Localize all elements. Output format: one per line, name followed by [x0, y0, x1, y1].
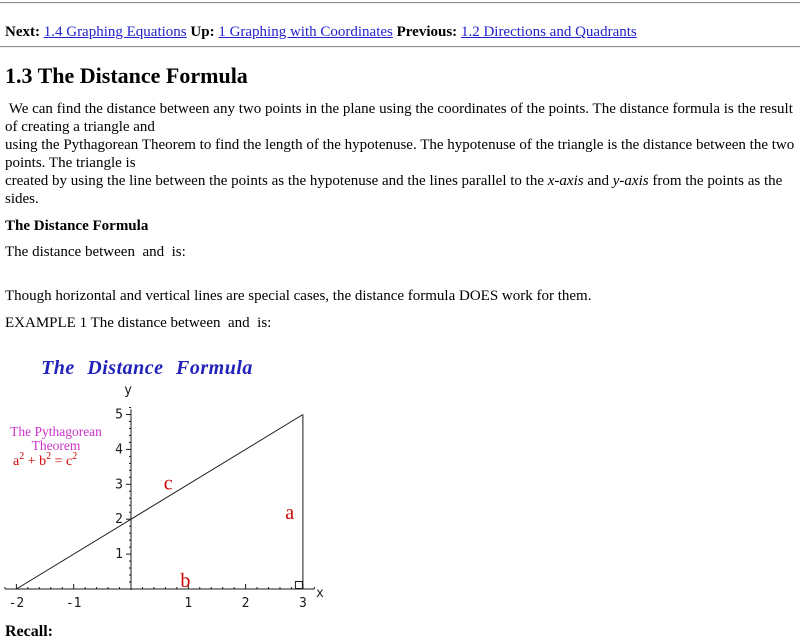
breadcrumb-nav — [0, 23, 800, 42]
svg-text:a2 + b2 = c2: $a^2 + b^2 = c^2$ — [13, 451, 78, 469]
distance-formula-subheading: The Distance Formula — [5, 218, 149, 234]
page-title: 1.3 The Distance Formula — [5, 63, 248, 88]
special-cases-line: Though horizontal and vertical lines are special cases, the distance formula DOES work for them. — [5, 288, 592, 304]
svg-text:3: 3 — [115, 477, 123, 493]
svg-text:5: 5 — [115, 407, 123, 423]
main-content — [0, 63, 800, 641]
nav-divider — [0, 46, 800, 48]
svg-text:3: 3 — [298, 596, 307, 611]
svg-text:b: b — [180, 569, 191, 592]
intro-paragraph — [5, 100, 798, 208]
next-link[interactable]: 1.4 Graphing Equations — [43, 24, 187, 40]
svg-text:2: 2 — [115, 512, 123, 528]
distance-between-line: The distance between and is: — [5, 244, 186, 260]
intro-line-2: using the Pythagorean Theorem to find the length of the hypotenuse. The hypotenuse of the triangle is the distance between the two points. The triangle is — [5, 137, 798, 171]
next-label: Next: — [5, 24, 40, 40]
svg-text:a: a — [285, 502, 295, 525]
intro-line-3-pre: created by using the line between the points as the hypotenuse and the lines parallel to the — [5, 173, 548, 189]
svg-text:Theorem: Theorem — [31, 438, 81, 453]
y-axis-term: y-axis — [612, 173, 649, 189]
svg-text:-2: -2 — [8, 596, 25, 611]
page — [0, 2, 800, 640]
recall-label: Recall: — [5, 623, 53, 640]
y-axis-label: y — [124, 383, 132, 398]
plot-title: The Distance Formula — [41, 357, 253, 379]
example-1-line: EXAMPLE 1 The distance between and is: — [5, 315, 272, 331]
svg-text:-1: -1 — [65, 596, 82, 611]
up-link[interactable]: 1 Graphing with Coordinates — [218, 24, 393, 40]
svg-text:2: 2 — [241, 596, 250, 611]
svg-text:c: c — [163, 472, 173, 495]
previous-link[interactable]: 1.2 Directions and Quadrants — [460, 24, 637, 40]
svg-text:The Pythagorean: The Pythagorean — [10, 424, 102, 439]
x-axis-label: x — [316, 586, 324, 601]
svg-text:1: 1 — [184, 596, 193, 611]
intro-line-3 — [5, 172, 795, 208]
distance-formula-figure — [3, 348, 339, 616]
svg-text:1: 1 — [115, 547, 123, 563]
intro-line-1: We can find the distance between any two points in the plane using the coordinates of the points. The distance formula is the result of creating a triangle and — [5, 101, 797, 135]
previous-label: Previous: — [396, 24, 458, 40]
intro-line-3-post: from the points as the sides. — [5, 173, 787, 207]
x-axis-term: x-axis — [547, 173, 584, 189]
svg-text:4: 4 — [115, 442, 123, 458]
up-label: Up: — [190, 24, 215, 40]
distance-formula-chart — [3, 348, 339, 616]
intro-line-3-mid: and — [583, 173, 613, 189]
top-divider — [0, 2, 800, 4]
